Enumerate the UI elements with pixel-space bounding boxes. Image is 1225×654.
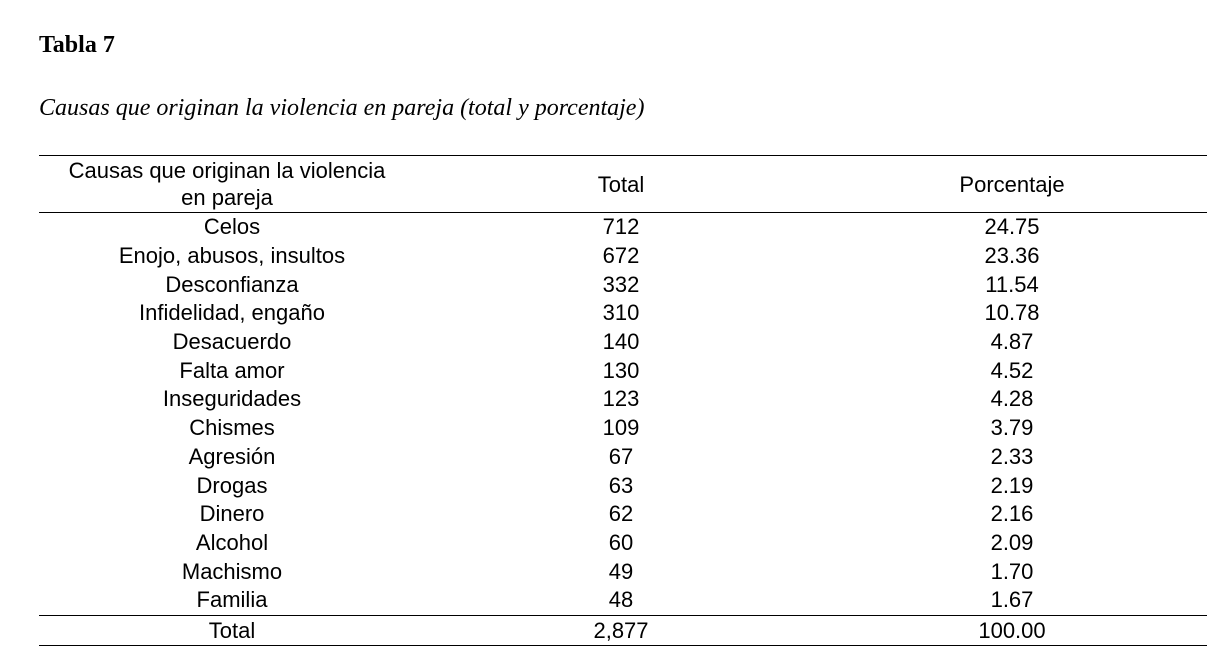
cell-total: 67 <box>608 443 634 469</box>
cell-cause: Familia <box>196 587 268 613</box>
cell-percentage: 11.54 <box>985 271 1039 297</box>
table-row <box>39 242 1207 271</box>
cell-total: 130 <box>602 357 640 383</box>
cell-cause: Agresión <box>188 443 276 469</box>
column-header-percentage: Porcentaje <box>959 171 1065 197</box>
table-body <box>39 213 1207 616</box>
table-row <box>39 270 1207 299</box>
cell-cause: Enojo, abusos, insultos <box>118 243 346 269</box>
cell-percentage: 1.67 <box>990 587 1034 613</box>
table-row <box>39 299 1207 328</box>
table-row <box>39 529 1207 558</box>
cell-total: 712 <box>602 214 640 240</box>
cell-percentage: 24.75 <box>984 214 1040 240</box>
cell-cause: Alcohol <box>195 529 269 555</box>
table-row <box>39 471 1207 500</box>
table-footer <box>39 615 1207 645</box>
cell-total: 62 <box>608 501 634 527</box>
cell-cause: Machismo <box>181 558 283 584</box>
cell-cause: Chismes <box>189 415 275 441</box>
table-number: Tabla 7 <box>39 32 115 58</box>
table-row <box>39 385 1207 414</box>
cell-percentage: 4.87 <box>990 329 1034 355</box>
total-row-label: Total <box>208 617 256 643</box>
cell-total: 48 <box>608 587 634 613</box>
cell-percentage: 4.28 <box>990 386 1034 412</box>
cell-total: 49 <box>608 558 634 584</box>
cell-cause: Desconfianza <box>165 271 299 297</box>
cell-total: 672 <box>602 243 640 269</box>
total-row-total: 2,877 <box>593 617 649 643</box>
cell-cause: Drogas <box>196 472 268 498</box>
column-header-cause-line1: Causas que originan la violencia <box>68 158 386 183</box>
cell-percentage: 2.16 <box>990 501 1034 527</box>
table-title: Causas que originan la violencia en pareja (total y porcentaje) <box>39 95 645 121</box>
cell-cause: Desacuerdo <box>172 329 292 355</box>
cell-total: 123 <box>602 386 640 412</box>
table-row <box>39 443 1207 472</box>
total-row <box>39 615 1207 645</box>
total-row-percentage: 100.00 <box>978 617 1046 643</box>
cell-total: 140 <box>602 329 640 355</box>
cell-total: 109 <box>602 415 640 441</box>
cell-total: 310 <box>602 300 640 326</box>
cell-percentage: 4.52 <box>990 357 1034 383</box>
column-header-cause <box>39 156 425 213</box>
table-header <box>39 156 1207 213</box>
table-row <box>39 586 1207 615</box>
table-row <box>39 414 1207 443</box>
header-row <box>39 156 1207 213</box>
column-header-cause-line2: en pareja <box>181 185 273 210</box>
cell-cause: Dinero <box>199 501 265 527</box>
table-row <box>39 213 1207 242</box>
cell-percentage: 2.33 <box>990 443 1034 469</box>
table-row <box>39 500 1207 529</box>
column-header-total: Total <box>597 171 645 197</box>
cell-percentage: 3.79 <box>990 415 1034 441</box>
causes-table <box>39 155 1207 646</box>
cell-cause: Infidelidad, engaño <box>139 300 325 326</box>
cell-cause: Celos <box>203 214 261 240</box>
cell-total: 63 <box>608 472 634 498</box>
table-row <box>39 356 1207 385</box>
cell-total: 332 <box>602 271 640 297</box>
cell-cause: Inseguridades <box>162 386 302 412</box>
cell-total: 60 <box>608 529 634 555</box>
cell-cause: Falta amor <box>179 357 285 383</box>
cell-percentage: 1.70 <box>990 558 1034 584</box>
cell-percentage: 2.09 <box>990 529 1034 555</box>
cell-percentage: 10.78 <box>984 300 1040 326</box>
cell-percentage: 23.36 <box>984 243 1040 269</box>
table-row <box>39 557 1207 586</box>
table-row <box>39 328 1207 357</box>
causes-table-container <box>39 155 1207 646</box>
cell-percentage: 2.19 <box>990 472 1034 498</box>
